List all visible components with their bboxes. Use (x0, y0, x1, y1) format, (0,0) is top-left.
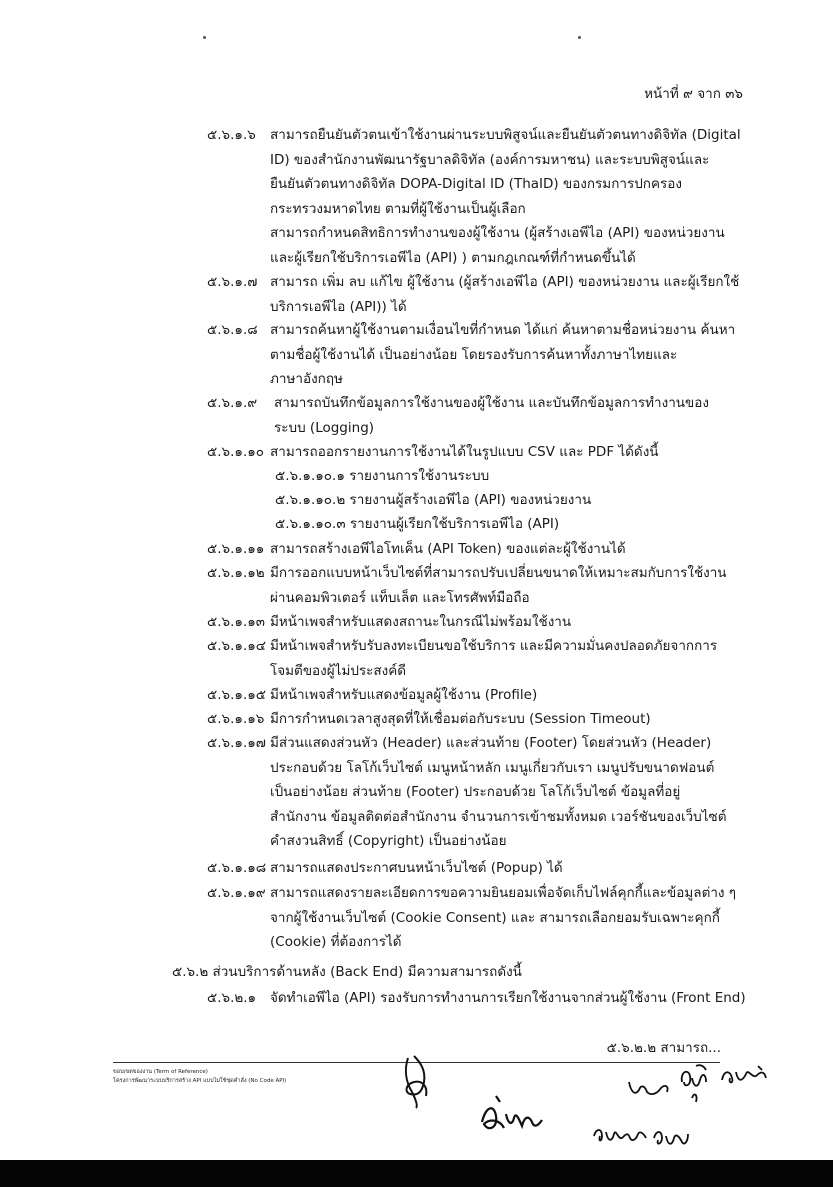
list-item (207, 537, 717, 562)
item-text-line: สามารถออกรายงานการใช้งานได้ในรูปแบบ CSV และ PDF ได้ดังนี้ (270, 444, 659, 460)
item-number: ๕.๖.๑.๘ (207, 322, 258, 338)
list-item (207, 123, 741, 270)
item-text-line: บริการเอพีไอ (API)) ได้ (270, 298, 407, 315)
item-number: ๕.๖.๑.๑๙ (207, 885, 266, 901)
item-text-line: มีหน้าเพจสำหรับแสดงสถานะในกรณีไม่พร้อมใช้งาน (270, 614, 572, 630)
item-text-line: ภาษาอังกฤษ (270, 371, 343, 387)
footer-line: ขอบเขตของงาน (Term of Reference) (113, 1069, 208, 1075)
sub-item: ๕.๖.๑.๑๐.๒ รายงานผู้สร้างเอพีไอ (API) ของหน่วยงาน (275, 492, 592, 508)
list-item (207, 707, 717, 732)
item-number: ๕.๖.๑.๖ (207, 127, 256, 143)
item-text-line: มีหน้าเพจสำหรับแสดงข้อมูลผู้ใช้งาน (Profile) (270, 687, 538, 703)
list-item (207, 881, 737, 955)
item-number: ๕.๖.๑.๑๘ (207, 860, 267, 876)
list-item (207, 610, 717, 635)
footer-line: โครงการพัฒนาระบบบริการสร้าง API แบบไม่ใช้ชุดคำสั่ง (No Code API) (113, 1078, 287, 1084)
item-text-line: เป็นอย่างน้อย ส่วนท้าย (Footer) ประกอบด้วย โลโก้เว็บไซต์ ข้อมูลที่อยู่ (270, 784, 681, 800)
item-text-line: กระทรวงมหาดไทย ตามที่ผู้ใช้งานเป็นผู้เลือก (270, 200, 526, 217)
sub-item: ๕.๖.๑.๑๐.๓ รายงานผู้เรียกใช้บริการเอพีไอ (API) (275, 516, 560, 532)
signature-4 (625, 1074, 671, 1102)
item-text-line: โจมตีของผู้ไม่ประสงค์ดี (270, 662, 407, 679)
list-item (207, 856, 717, 881)
item-text-line: ระบบ (Logging) (274, 419, 375, 436)
item-text-line: สามารถแสดงประกาศบนหน้าเว็บไซต์ (Popup) ได้ (270, 860, 563, 876)
signature-3 (590, 1122, 652, 1148)
page-number: หน้าที่ ๙ จาก ๓๖ (644, 86, 743, 102)
item-text-line: คำสงวนสิทธิ์ (Copyright) เป็นอย่างน้อย (270, 833, 507, 849)
continuation-marker: ๕.๖.๒.๒ สามารถ... (606, 1040, 721, 1056)
list-item (207, 634, 717, 683)
signature-5 (674, 1062, 712, 1106)
item-text-line: สามารถค้นหาผู้ใช้งานตามเงื่อนไขที่กำหนด ได้แก่ ค้นหาตามชื่อหน่วยงาน ค้นหา (270, 322, 736, 338)
item-text-line: สำนักงาน ข้อมูลติดต่อสำนักงาน จำนวนการเข้าชมทั้งหมด เวอร์ชันของเว็บไซต์ (270, 808, 727, 825)
item-text-line: มีหน้าเพจสำหรับรับลงทะเบียนขอใช้บริการ และมีความมั่นคงปลอดภัยจากการ (270, 638, 718, 654)
item-text-line: มีการกำหนดเวลาสูงสุดที่ให้เชื่อมต่อกับระบบ (Session Timeout) (270, 711, 651, 727)
scan-speck (578, 36, 581, 39)
item-text-line: สามารถยืนยันตัวตนเข้าใช้งานผ่านระบบพิสูจน์และยืนยันตัวตนทางดิจิทัล (Digital (270, 127, 741, 143)
item-text-line: จากผู้ใช้งานเว็บไซต์ (Cookie Consent) และ สามารถเลือกยอมรับเฉพาะคุกกี้ (270, 909, 720, 926)
item-text-line: ตามชื่อผู้ใช้งานได้ เป็นอย่างน้อย โดยรองรับการค้นหาทั้งภาษาไทยและ (270, 346, 678, 363)
scan-bottom-edge (0, 1160, 833, 1187)
signature-2 (476, 1092, 550, 1140)
signature-6 (718, 1062, 770, 1092)
item-number: ๕.๖.๑.๑๓ (207, 614, 266, 630)
list-item (207, 440, 717, 465)
item-number: ๕.๖.๑.๑๗ (207, 735, 266, 751)
item-number: ๕.๖.๑.๑๑ (207, 541, 265, 557)
signature-7 (648, 1124, 692, 1152)
item-text-line: สามารถ เพิ่ม ลบ แก้ไข ผู้ใช้งาน (ผู้สร้างเอพีไอ (API) ของหน่วยงาน และผู้เรียกใช้ (270, 274, 740, 290)
list-item (207, 318, 736, 392)
item-number: ๕.๖.๑.๑๒ (207, 565, 265, 581)
item-text-line: มีการออกแบบหน้าเว็บไซต์ที่สามารถปรับเปลี่ยนขนาดให้เหมาะสมกับการใช้งาน (270, 565, 727, 581)
item-text-line: ประกอบด้วย โลโก้เว็บไซต์ เมนูหน้าหลัก เมนูเกี่ยวกับเรา เมนูปรับขนาดฟอนต์ (270, 759, 715, 776)
item-number: ๕.๖.๑.๗ (207, 274, 258, 290)
item-text-line: ID) ของสำนักงานพัฒนารัฐบาลดิจิทัล (องค์การมหาชน) และระบบพิสูจน์และ (270, 151, 710, 168)
item-text-line: ยืนยันตัวตนทางดิจิทัล DOPA-Digital ID (ThaID) ของกรมการปกครอง (270, 176, 682, 192)
item-number: ๕.๖.๑.๑๖ (207, 711, 265, 727)
item-text-line: สามารถแสดงรายละเอียดการขอความยินยอมเพื่อจัดเก็บไฟล์คุกกี้และข้อมูลต่าง ๆ (270, 885, 737, 901)
section-heading: ๕.๖.๒ ส่วนบริการด้านหลัง (Back End) มีความสามารถดังนี้ (172, 964, 522, 980)
list-item (207, 683, 717, 708)
list-item (207, 270, 740, 319)
item-number: ๕.๖.๒.๑ (207, 990, 257, 1006)
sub-item: ๕.๖.๑.๑๐.๑ รายงานการใช้งานระบบ (275, 468, 490, 484)
item-text-line: สามารถบันทึกข้อมูลการใช้งานของผู้ใช้งาน และบันทึกข้อมูลการทำงานของ (274, 395, 709, 411)
item-number: ๕.๖.๑.๙ (207, 395, 258, 411)
list-item (207, 561, 727, 610)
footer-document-info (113, 1068, 286, 1086)
item-number: ๕.๖.๑.๑๔ (207, 638, 267, 654)
item-number: ๕.๖.๑.๑๐ (207, 444, 265, 460)
signature-1 (396, 1052, 436, 1110)
scan-speck (203, 36, 206, 39)
item-text-line: มีส่วนแสดงส่วนหัว (Header) และส่วนท้าย (Footer) โดยส่วนหัว (Header) (270, 735, 712, 751)
item-text-line: และผู้เรียกใช้บริการเอพีไอ (API) ) ตามกฎเกณฑ์ที่กำหนดขึ้นได้ (270, 249, 636, 266)
item-text-line: จัดทำเอพีไอ (API) รองรับการทำงานการเรียกใช้งานจากส่วนผู้ใช้งาน (Front End) (270, 990, 746, 1006)
item-text-line: ผ่านคอมพิวเตอร์ แท็บเล็ต และโทรศัพท์มือถือ (270, 589, 530, 606)
item-text-line: สามารถกำหนดสิทธิการทำงานของผู้ใช้งาน (ผู้สร้างเอพีไอ (API) ของหน่วยงาน (270, 225, 725, 241)
item-text-line: สามารถสร้างเอพีไอโทเค็น (API Token) ของแต่ละผู้ใช้งานได้ (270, 541, 626, 557)
item-text-line: (Cookie) ที่ต้องการได้ (270, 934, 402, 950)
list-item (207, 731, 727, 854)
list-item (207, 986, 747, 1011)
list-item (207, 391, 717, 440)
item-number: ๕.๖.๑.๑๕ (207, 687, 267, 703)
